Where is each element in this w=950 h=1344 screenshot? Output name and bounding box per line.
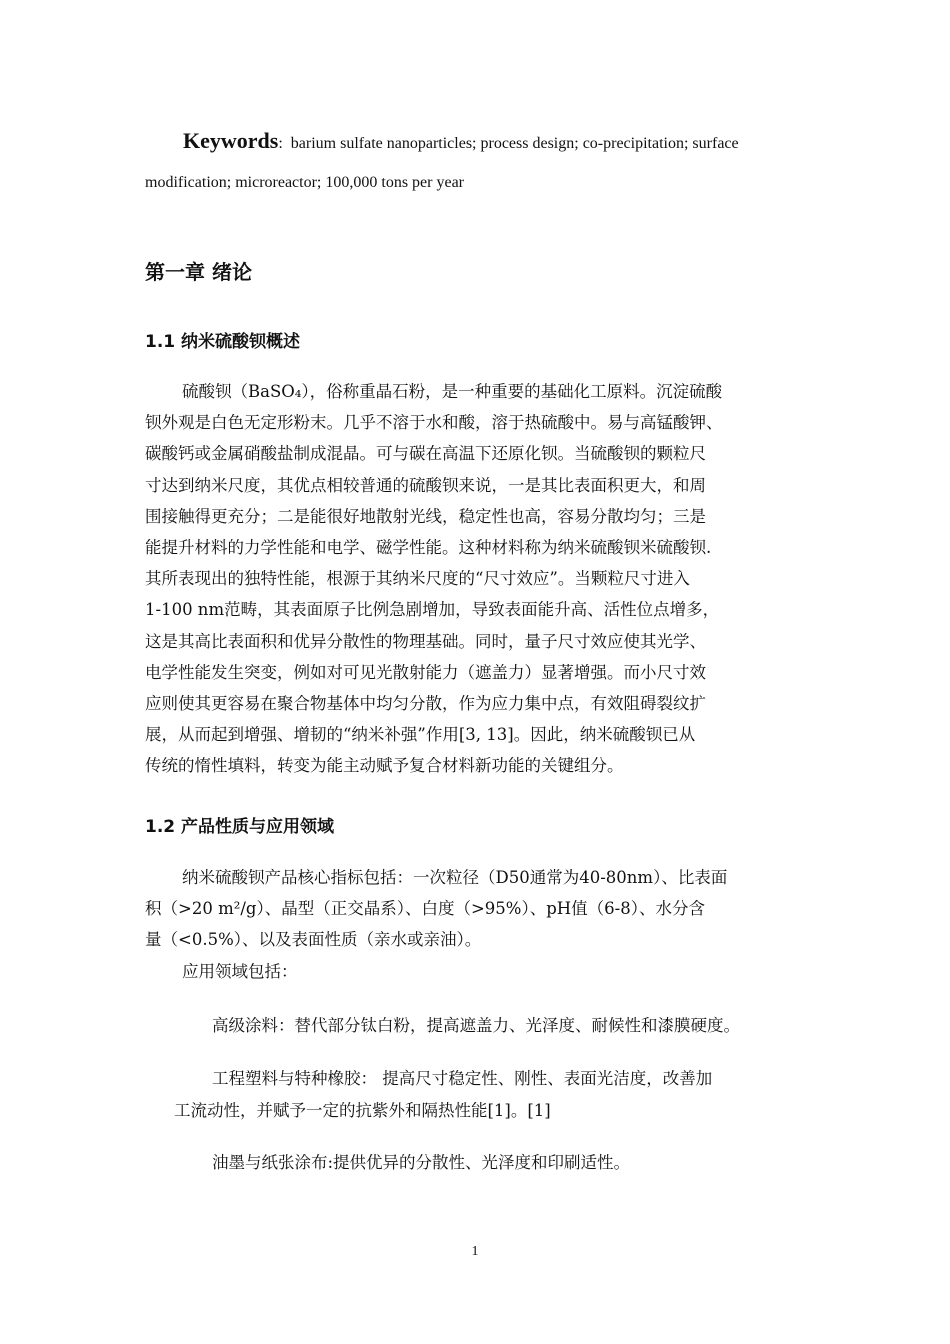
section-1-1-paragraph <box>145 376 815 781</box>
application-item-coatings: 高级涂料：替代部分钛白粉，提高遮盖力、光泽度、耐候性和漆膜硬度。 <box>212 1016 740 1035</box>
application-item-plastics: 工程塑料与特种橡胶： 提高尺寸稳定性、刚性、表面光洁度，改善加 <box>212 1069 713 1088</box>
paragraph-line: 展，从而起到增强、增韧的“纳米补强”作用[3, 13]。因此，纳米硫酸钡已从 <box>145 725 696 745</box>
page-number: 1 <box>471 1244 479 1259</box>
paragraph-line: 能提升材料的力学性能和电学、磁学性能。这种材料称为纳米硫酸钡米硫酸钡. <box>145 537 712 557</box>
keywords-text-1: barium sulfate nanoparticles; process design; co-precipitation; surface <box>290 135 739 152</box>
paragraph-line: 量（<0.5%）、以及表面性质（亲水或亲油）。 <box>145 930 482 950</box>
paragraph-line: 其所表现出的独特性能，根源于其纳米尺度的“尺寸效应”。当颗粒尺寸进入 <box>145 569 690 589</box>
paragraph-line: 寸达到纳米尺度，其优点相较普通的硫酸钡来说，一是其比表面积更大，和周 <box>145 475 706 495</box>
paragraph-line: 硫酸钡（BaSO₄），俗称重晶石粉，是一种重要的基础化工原料。沉淀硫酸 <box>182 382 723 401</box>
section-1-2-heading: 1.2 产品性质与应用领域 <box>145 817 335 837</box>
paragraph-line: 积（>20 m²/g）、晶型（正交晶系）、白度（>95%）、pH值（6-8）、水分含 <box>145 899 705 919</box>
keywords-label: Keywords <box>183 128 279 153</box>
chapter-title: 第一章 绪论 <box>145 260 252 284</box>
paragraph-line: 这是其高比表面积和优异分散性的物理基础。同时，量子尺寸效应使其光学、 <box>145 631 706 651</box>
paragraph-line: 碳酸钙或金属硝酸盐制成混晶。可与碳在高温下还原化钡。当硫酸钡的颗粒尺 <box>145 444 706 464</box>
paragraph-line: 电学性能发生突变，例如对可见光散射能力（遮盖力）显著增强。而小尺寸效 <box>145 662 706 682</box>
keywords-text-2: modification; microreactor; 100,000 tons per year <box>145 174 465 191</box>
keywords-separator: : <box>278 135 283 152</box>
application-item-ink-paper: 油墨与纸张涂布:提供优异的分散性、光泽度和印刷适性。 <box>212 1153 631 1172</box>
applications-intro: 应用领域包括： <box>182 962 298 981</box>
paragraph-line: 传统的惰性填料，转变为能主动赋予复合材料新功能的关键组分。 <box>145 756 624 776</box>
keywords-line <box>183 128 823 154</box>
paragraph-line: 钡外观是白色无定形粉末。几乎不溶于水和酸，溶于热硫酸中。易与高锰酸钾、 <box>145 413 723 433</box>
paragraph-line: 纳米硫酸钡产品核心指标包括：一次粒径（D50通常为40-80nm）、比表面 <box>182 868 728 887</box>
section-1-1-heading: 1.1 纳米硫酸钡概述 <box>145 332 301 352</box>
application-item-plastics-cont: 工流动性，并赋予一定的抗紫外和隔热性能[1]。[1] <box>174 1101 551 1120</box>
paragraph-line: 围接触得更充分；二是能很好地散射光线，稳定性也高，容易分散均匀；三是 <box>145 506 706 526</box>
paragraph-line: 应则使其更容易在聚合物基体中均匀分散，作为应力集中点，有效阻碍裂纹扩 <box>145 693 706 713</box>
section-1-2-paragraph <box>145 862 815 956</box>
paragraph-line: 1-100 nm范畴，其表面原子比例急剧增加，导致表面能升高、活性位点增多， <box>145 600 720 620</box>
